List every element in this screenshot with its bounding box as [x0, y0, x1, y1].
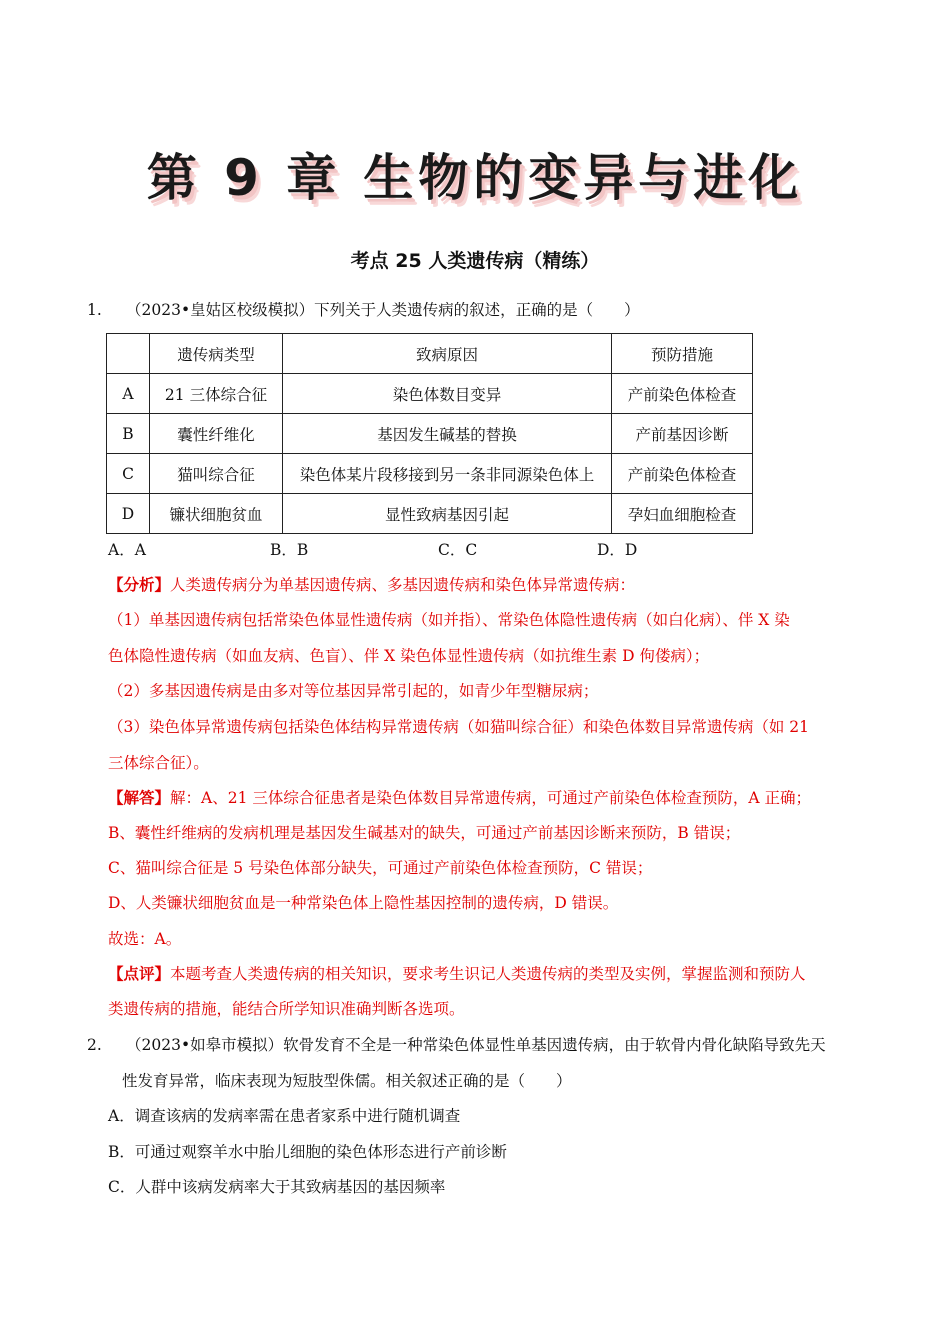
option-d: D．D	[597, 541, 638, 559]
table-row	[107, 374, 753, 414]
table-row	[107, 454, 753, 494]
answer-line: 【解答】解：A、21 三体综合征患者是染色体数目异常遗传病，可通过产前染色体检查预防，A 正确；	[108, 788, 811, 807]
answer-line: C、猫叫综合征是 5 号染色体部分缺失，可通过产前染色体检查预防，C 错误；	[108, 859, 653, 877]
table-cell: 染色体数目变异	[283, 374, 612, 414]
question-2-stem: （2023•如皋市模拟）软骨发育不全是一种常染色体显性单基因遗传病，由于软骨内骨化缺陷导致先天	[126, 1036, 826, 1054]
option-b: B．B	[270, 541, 309, 559]
table-cell: 镰状细胞贫血	[150, 494, 283, 534]
table-cell: 21 三体综合征	[150, 374, 283, 414]
question-1-stem: （2023•皇姑区校级模拟）下列关于人类遗传病的叙述，正确的是（ ）	[126, 301, 640, 319]
answer-line: B、囊性纤维病的发病机理是基因发生碱基对的缺失，可通过产前基因诊断来预防，B 错误；	[108, 824, 741, 842]
answer-line: D、人类镰状细胞贫血是一种常染色体上隐性基因控制的遗传病，D 错误。	[108, 894, 619, 912]
table-cell: 产前染色体检查	[612, 454, 753, 494]
analysis-tag: 【分析】	[108, 575, 171, 594]
table-cell: 囊性纤维化	[150, 414, 283, 454]
table-header: 预防措施	[612, 334, 753, 374]
comment-tag: 【点评】	[108, 964, 171, 983]
chapter-name: 生物的变异与进化	[363, 149, 804, 207]
table-cell: 猫叫综合征	[150, 454, 283, 494]
table-cell: 基因发生碱基的替换	[283, 414, 612, 454]
analysis-line: （1）单基因遗传病包括常染色体显性遗传病（如并指）、常染色体隐性遗传病（如白化病）、伴 X 染	[108, 611, 790, 629]
option-c: C．人群中该病发病率大于其致病基因的基因频率	[108, 1178, 446, 1196]
table-cell: 显性致病基因引起	[283, 494, 612, 534]
table-row	[107, 494, 753, 534]
table-header-row	[107, 334, 753, 374]
question-1-table	[106, 333, 753, 534]
table-cell: B	[107, 414, 150, 454]
analysis-line: 三体综合征）。	[108, 754, 209, 772]
table-cell	[107, 334, 150, 374]
answer-tag: 【解答】	[108, 788, 171, 807]
question-2-number: 2.	[87, 1036, 102, 1054]
analysis-line: 【分析】人类遗传病分为单基因遗传病、多基因遗传病和染色体异常遗传病：	[108, 575, 636, 594]
option-c: C．C	[438, 541, 478, 559]
table-row	[107, 414, 753, 454]
option-a: A．调查该病的发病率需在患者家系中进行随机调查	[108, 1107, 461, 1125]
comment-line: 类遗传病的措施，能结合所学知识准确判断各选项。	[108, 1000, 465, 1018]
chapter-number: 第 9 章	[146, 149, 342, 207]
option-b: B．可通过观察羊水中胎儿细胞的染色体形态进行产前诊断	[108, 1143, 507, 1161]
question-2-stem: 性发育异常，临床表现为短肢型侏儒。相关叙述正确的是（ ）	[122, 1072, 572, 1090]
analysis-line: （3）染色体异常遗传病包括染色体结构异常遗传病（如猫叫综合征）和染色体数目异常遗传病（如 21	[108, 718, 810, 736]
question-1-number: 1.	[87, 301, 102, 319]
chapter-title	[0, 138, 950, 210]
table-cell: 染色体某片段移接到另一条非同源染色体上	[283, 454, 612, 494]
table-cell: 产前基因诊断	[612, 414, 753, 454]
table-cell: A	[107, 374, 150, 414]
table-cell: 产前染色体检查	[612, 374, 753, 414]
comment-line: 【点评】本题考查人类遗传病的相关知识，要求考生识记人类遗传病的类型及实例，掌握监测和预防人	[108, 964, 806, 983]
table-cell: 孕妇血细胞检查	[612, 494, 753, 534]
table-header: 遗传病类型	[150, 334, 283, 374]
table-cell: C	[107, 454, 150, 494]
analysis-line: 色体隐性遗传病（如血友病、色盲）、伴 X 染色体显性遗传病（如抗维生素 D 佝偻病）；	[108, 647, 710, 665]
analysis-line: （2）多基因遗传病是由多对等位基因异常引起的，如青少年型糖尿病；	[108, 682, 599, 700]
option-a: A．A	[108, 541, 146, 559]
answer-line: 故选：A。	[108, 930, 182, 948]
table-cell: D	[107, 494, 150, 534]
section-subtitle: 考点 25 人类遗传病（精练）	[350, 250, 600, 272]
table-header: 致病原因	[283, 334, 612, 374]
